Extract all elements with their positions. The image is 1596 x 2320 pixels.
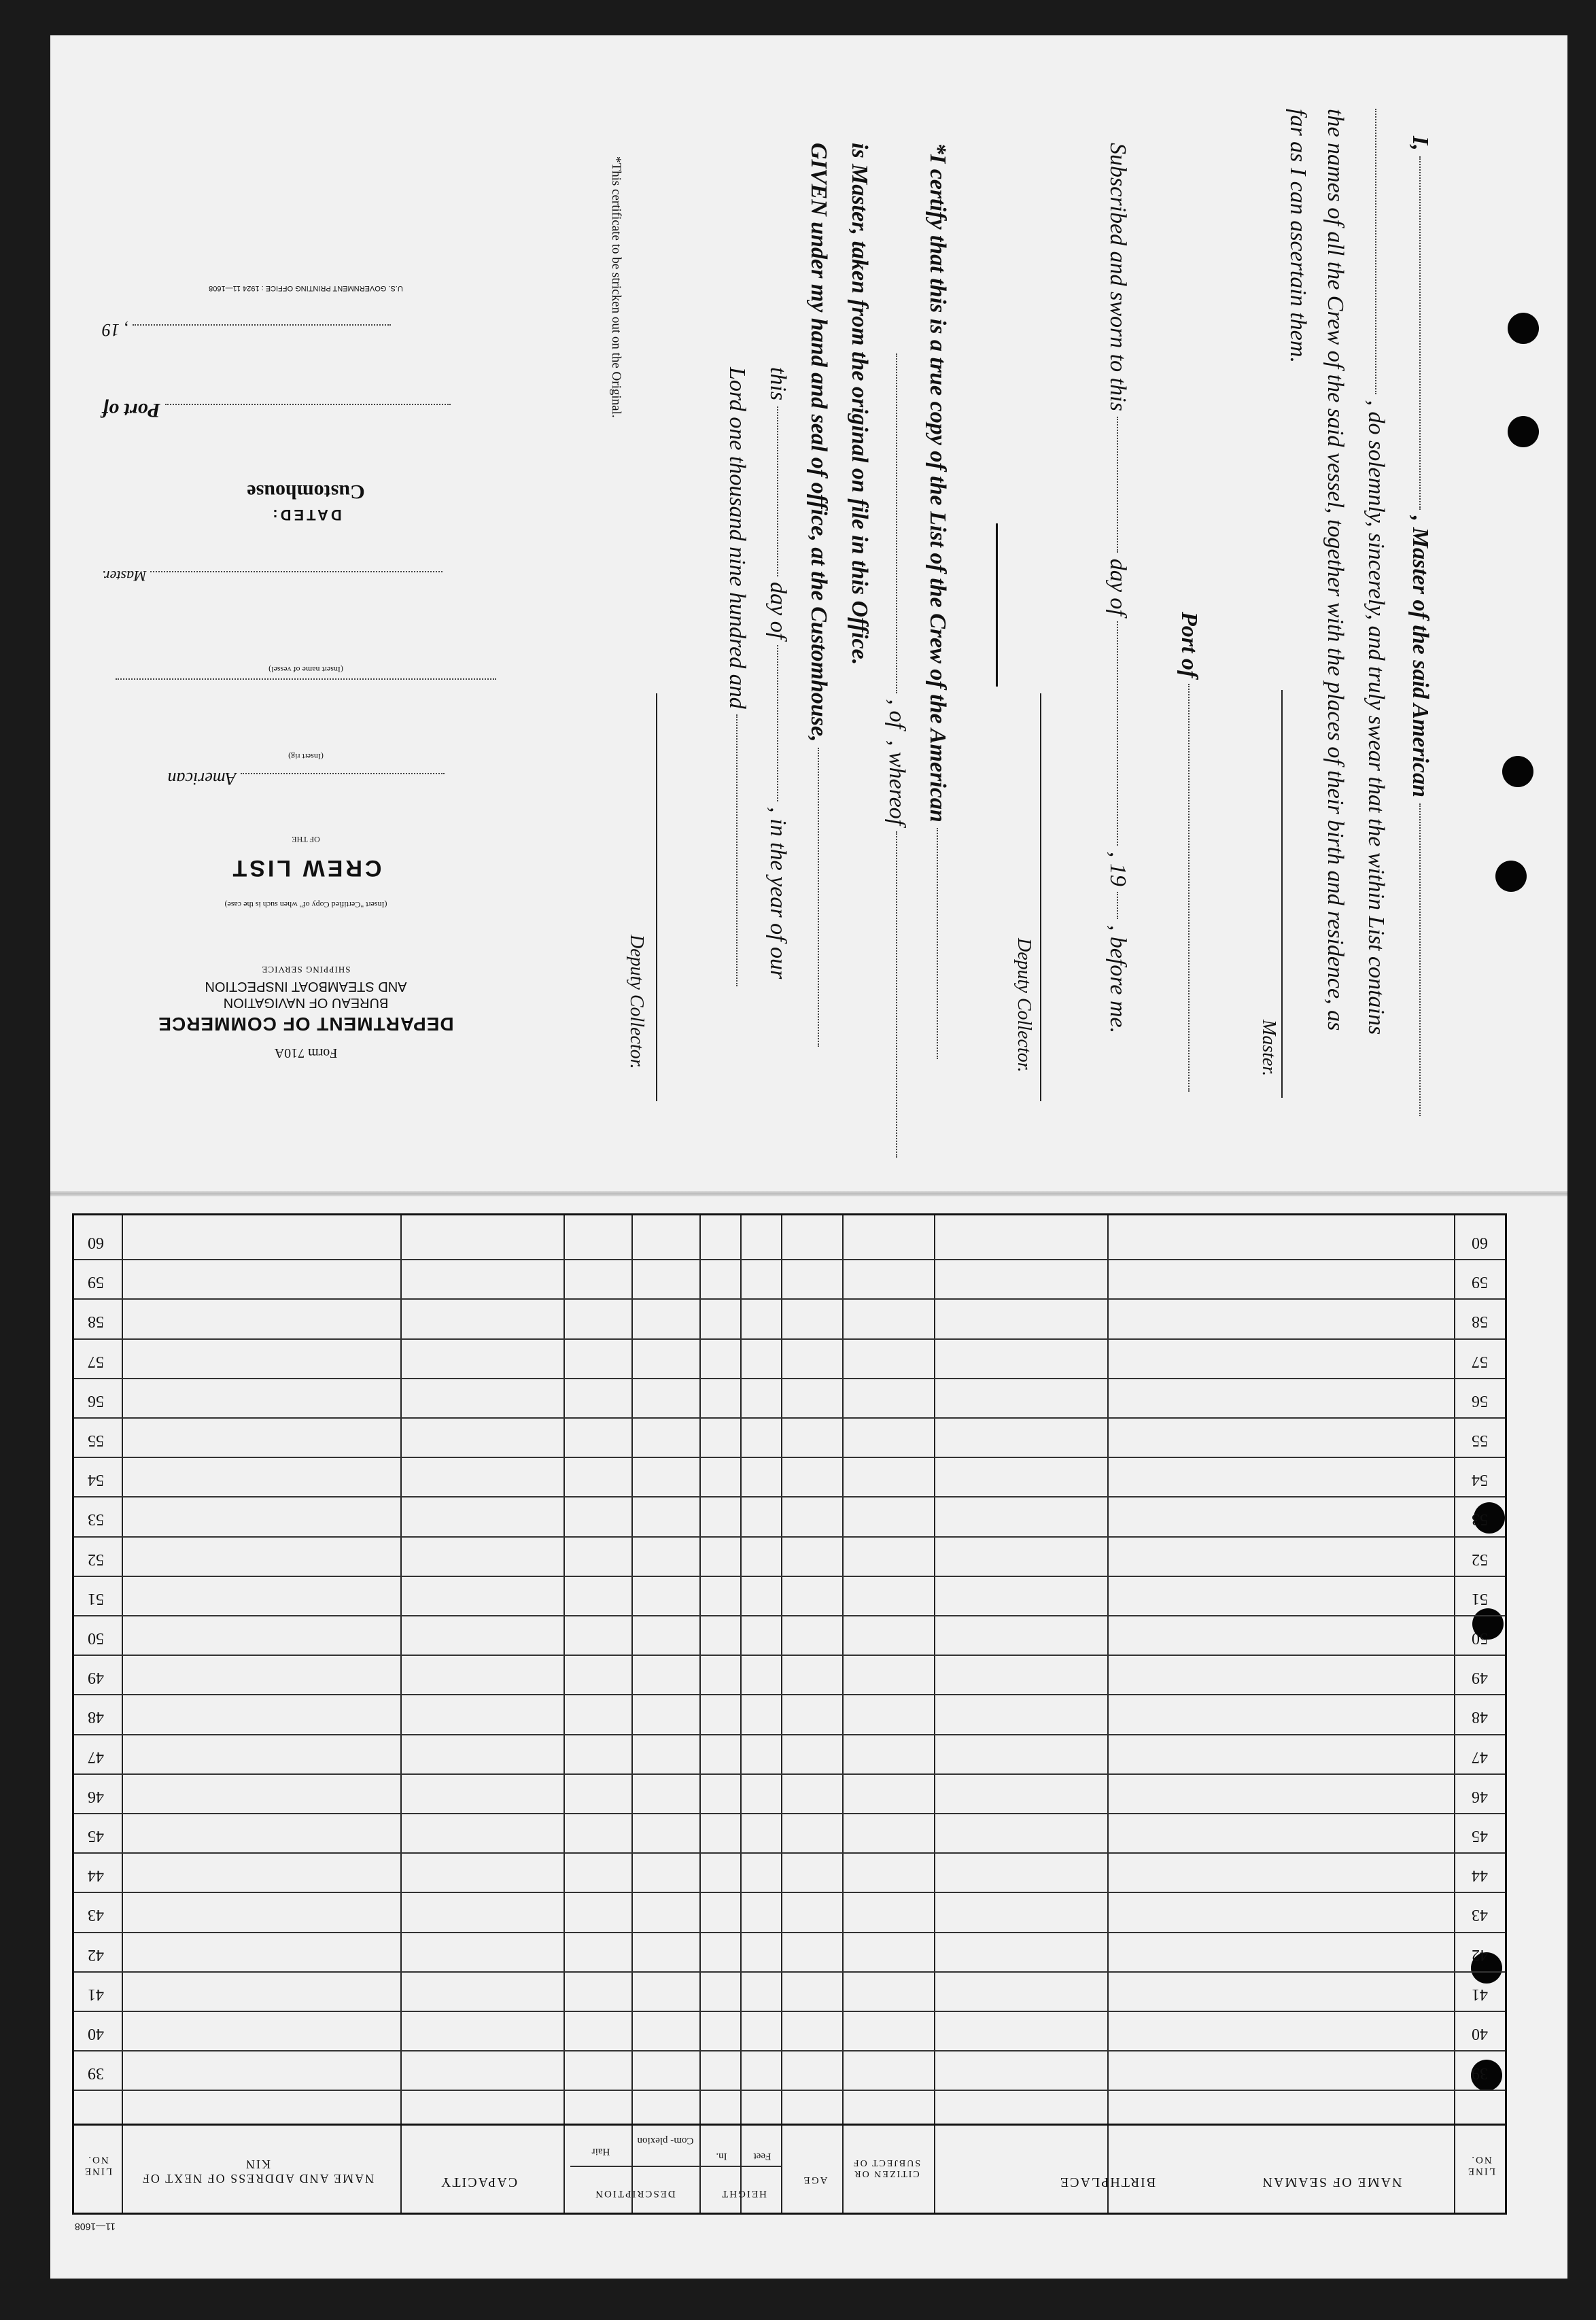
master-signature-label: Master.: [1258, 1020, 1279, 1077]
divider-short: [996, 523, 998, 687]
certify-text: *I certify that this is a true copy of the List of the Crew of the American: [925, 143, 950, 823]
column-divider: [122, 1215, 123, 2213]
deputy-collector-label-2: Deputy Collector.: [626, 935, 647, 1069]
in-year-text: , in the year of our: [765, 807, 791, 980]
table-row: [74, 1298, 1505, 1300]
row-number-left: 45: [88, 1827, 104, 1845]
row-number-right: 40: [1472, 2025, 1488, 2043]
table-row: [74, 2090, 1505, 2091]
footnote: *This certificate to be stricken out on the Original.: [609, 156, 623, 418]
header-name-of-seaman: NAME OF SEAMAN: [1261, 2175, 1402, 2189]
row-number-right: 47: [1472, 1748, 1488, 1766]
dated-label: DATED:: [270, 506, 342, 523]
table-row: [74, 1932, 1505, 1933]
row-number-right: 48: [1472, 1708, 1488, 1727]
certify-master-text: is Master, taken from the original on file in this Office.: [847, 143, 872, 665]
page-fold: [50, 1191, 1567, 1196]
master-line: [102, 567, 496, 585]
crew-table: [72, 1213, 1507, 2215]
header-description: DESCRIPTION: [594, 2188, 676, 2199]
table-row: [74, 1417, 1505, 1419]
table-row: [74, 1852, 1505, 1854]
oath-swear: , do solemnly, sincerely, and truly swear that the within List contains: [1364, 400, 1389, 1035]
row-number-right: 42: [1472, 1945, 1488, 1964]
row-number-left: 57: [88, 1352, 104, 1370]
row-number-left: 60: [88, 1234, 104, 1251]
row-number-right: 45: [1472, 1827, 1488, 1845]
cover-block: [102, 177, 510, 1060]
row-number-right: 50: [1472, 1629, 1488, 1647]
oath-line-1: [1407, 136, 1433, 1116]
row-number-right: 56: [1472, 1391, 1488, 1410]
row-number-left: 51: [88, 1589, 104, 1608]
cover-master: Master.: [102, 568, 147, 585]
shipping-service: SHIPPING SERVICE: [261, 965, 351, 975]
subheader-rule: [570, 2166, 699, 2167]
oath-master-of: , Master of the said American: [1408, 515, 1433, 798]
cover-port-of: Port of: [102, 399, 160, 421]
header-separator: [74, 2124, 1505, 2126]
column-divider: [563, 1215, 565, 2213]
given-text: GIVEN under my hand and seal of office, at the Customhouse,: [806, 143, 831, 742]
row-number-right: 41: [1472, 1985, 1488, 2003]
table-row: [74, 1338, 1505, 1340]
row-number-right: 54: [1472, 1471, 1488, 1489]
of-the: OF THE: [292, 835, 320, 844]
oath-names: the names of all the Crew of the said vessel, together with the places of their birth and residence, as: [1323, 109, 1348, 1031]
row-number-right: 57: [1472, 1352, 1488, 1370]
cover-19: , 19: [102, 320, 128, 340]
bottom-code: 11—1608: [75, 2221, 116, 2232]
table-row: [74, 1694, 1505, 1695]
oath-port-of: [1176, 612, 1202, 1092]
table-row: [74, 1457, 1505, 1458]
row-number-right: 59: [1472, 1273, 1488, 1292]
given-line: [805, 143, 831, 1047]
certify-line-1: [924, 143, 950, 1059]
column-divider: [631, 1215, 633, 2213]
column-divider: [934, 1215, 935, 2213]
table-row: [74, 1971, 1505, 1973]
row-number-right: 43: [1472, 1906, 1488, 1924]
row-number-left: 46: [88, 1787, 104, 1805]
column-divider: [781, 1215, 782, 2213]
row-number-right: 44: [1472, 1867, 1488, 1885]
column-divider: [740, 1215, 742, 2213]
punch-hole-1: [1508, 313, 1539, 344]
row-number-right: 55: [1472, 1432, 1488, 1449]
oath-line-4: [1285, 109, 1311, 363]
row-number-left: 53: [88, 1510, 104, 1529]
header-birthplace: BIRTHPLACE: [1058, 2175, 1156, 2189]
table-row: [74, 1734, 1505, 1735]
table-row: [74, 1259, 1505, 1260]
row-number-left: 42: [88, 1945, 104, 1964]
header-capacity: CAPACITY: [439, 2175, 518, 2189]
cover-port-line: [102, 398, 496, 421]
punch-hole-4: [1495, 861, 1527, 892]
header-line-no-right: LINE NO.: [1466, 2154, 1496, 2177]
crew-list-title: CREW LIST: [230, 855, 382, 881]
table-row: [74, 1813, 1505, 1814]
table-row: [74, 2011, 1505, 2012]
row-number-left: 47: [88, 1748, 104, 1766]
row-number-left: 55: [88, 1432, 104, 1449]
bureau-line-1: BUREAU OF NAVIGATION: [223, 995, 389, 1010]
oath-port-label: Port of: [1177, 612, 1202, 678]
row-number-right: 58: [1472, 1313, 1488, 1331]
table-row: [74, 1378, 1505, 1379]
oath-ascertain: far as I can ascertain them.: [1285, 109, 1311, 363]
header-height: HEIGHT: [721, 2188, 767, 2199]
oath-line-3: [1322, 109, 1348, 1031]
row-number-left: 43: [88, 1906, 104, 1924]
deputy-collector-label: Deputy Collector.: [1013, 938, 1035, 1073]
cover-date-line: [102, 319, 496, 340]
insert-rig: (Insert rig): [288, 752, 324, 761]
certify-line-2: [884, 353, 909, 1158]
insert-vessel: (Insert name of vessel): [268, 665, 343, 674]
row-number-left: 48: [88, 1708, 104, 1727]
row-number-right: 39: [1472, 2064, 1488, 2083]
header-citizen: CITIZEN OR SUBJECT OF: [852, 2158, 921, 2179]
table-row: [74, 1773, 1505, 1775]
lord-text: Lord one thousand nine hundred and: [725, 367, 750, 709]
row-number-left: 58: [88, 1313, 104, 1331]
lord-line: [724, 367, 750, 986]
column-divider: [699, 1215, 701, 2213]
table-row: [74, 2050, 1505, 2051]
printer-line: U.S. GOVERNMENT PRINTING OFFICE : 1924 11—1608: [209, 284, 403, 292]
row-number-left: 52: [88, 1550, 104, 1568]
row-number-left: 40: [88, 2025, 104, 2043]
row-number-right: 52: [1472, 1550, 1488, 1568]
row-number-left: 54: [88, 1471, 104, 1489]
row-number-left: 50: [88, 1629, 104, 1647]
row-number-right: 46: [1472, 1787, 1488, 1805]
oath-i: I,: [1408, 136, 1433, 151]
american-label: [102, 768, 510, 789]
subscribed-before-me: , before me.: [1105, 924, 1130, 1034]
header-age: AGE: [802, 2175, 828, 2185]
subscribed-day-of: day of: [1105, 558, 1130, 616]
table-row: [74, 1496, 1505, 1497]
table-row: [74, 1655, 1505, 1656]
table-row: [74, 1892, 1505, 1893]
column-divider: [1454, 1215, 1455, 2213]
header-complexion: Com- plexion: [637, 2135, 694, 2146]
table-row: [74, 1615, 1505, 1616]
form-number: Form 710A: [274, 1045, 338, 1060]
header-next-of-kin: NAME AND ADDRESS OF NEXT OF KIN: [141, 2158, 375, 2185]
oath-line-2: [1363, 109, 1389, 1035]
row-number-left: 39: [88, 2064, 104, 2083]
deputy-signature-line: [1040, 693, 1041, 1101]
department-title: DEPARTMENT OF COMMERCE: [158, 1014, 454, 1035]
header-feet: Feet: [753, 2151, 771, 2162]
row-number-left: 44: [88, 1867, 104, 1885]
row-number-right: 60: [1472, 1234, 1488, 1251]
punch-hole-3: [1502, 756, 1533, 787]
header-hair: Hair: [591, 2146, 610, 2157]
table-row: [74, 1576, 1505, 1577]
certified-note: (Insert "Certified Copy of" when such is the case): [224, 900, 387, 910]
row-number-right: 49: [1472, 1669, 1488, 1687]
row-number-left: 49: [88, 1669, 104, 1687]
column-divider: [842, 1215, 844, 2213]
certify-of: , of: [884, 699, 909, 729]
this-text: this: [765, 367, 791, 401]
table-row: [74, 1536, 1505, 1538]
header-line-no-left: LINE NO.: [83, 2154, 113, 2177]
american-text: American: [167, 769, 237, 789]
row-number-left: 41: [88, 1985, 104, 2003]
bureau-line-2: AND STEAMBOAT INSPECTION: [205, 979, 407, 994]
punch-hole-2: [1508, 416, 1539, 447]
subscribed-line: [1105, 143, 1130, 1033]
day-of-text: day of: [765, 582, 791, 640]
row-number-right: 51: [1472, 1589, 1488, 1608]
certify-whereof: , whereof: [884, 740, 909, 826]
master-signature-line: [1281, 690, 1283, 1098]
row-number-left: 59: [88, 1273, 104, 1292]
row-number-right: 53: [1472, 1510, 1488, 1529]
certify-line-3: [846, 143, 872, 665]
subscribed-19: , 19: [1105, 851, 1130, 886]
this-day-line: [765, 367, 791, 979]
deputy2-signature-line: [656, 693, 657, 1101]
header-inches: In.: [716, 2151, 727, 2162]
vessel-line: [116, 678, 496, 680]
column-divider: [1107, 1215, 1109, 2213]
column-divider: [400, 1215, 402, 2213]
row-number-left: 56: [88, 1391, 104, 1410]
customhouse-label: Customhouse: [247, 481, 365, 503]
subscribed-text: Subscribed and sworn to this: [1105, 143, 1130, 411]
